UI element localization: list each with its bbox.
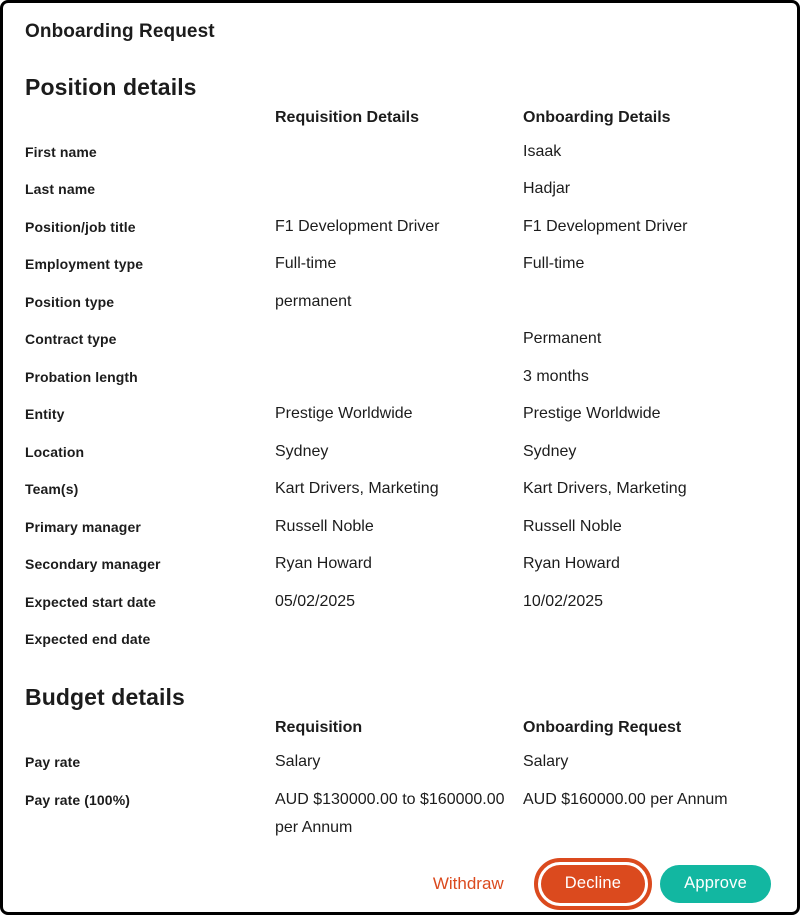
requisition-value: Sydney <box>275 442 329 460</box>
column-header-requisition-details: Requisition Details <box>275 108 420 126</box>
table-row-teams <box>25 471 773 509</box>
onboarding-value: Full-time <box>523 255 585 273</box>
onboarding-value: Hadjar <box>523 180 571 198</box>
requisition-value: Russell Noble <box>275 517 374 535</box>
field-label: Probation length <box>25 368 138 385</box>
table-row-expected-end-date <box>25 621 773 659</box>
field-label: Expected end date <box>25 631 151 648</box>
onboarding-value: Ryan Howard <box>523 555 620 573</box>
field-label: Entity <box>25 406 65 423</box>
budget-column-header-row <box>25 712 773 743</box>
field-label: Contract type <box>25 331 117 348</box>
onboarding-value: F1 Development Driver <box>523 217 688 235</box>
table-row-entity <box>25 396 773 434</box>
field-label: Pay rate (100%) <box>25 791 131 808</box>
onboarding-value: Russell Noble <box>523 517 622 535</box>
field-label: Secondary manager <box>25 556 161 573</box>
requisition-value: 05/02/2025 <box>275 592 356 610</box>
column-header-onboarding-details: Onboarding Details <box>523 108 671 126</box>
table-row-primary-manager <box>25 508 773 546</box>
requisition-value: Prestige Worldwide <box>275 405 413 423</box>
onboarding-value: Permanent <box>523 330 602 348</box>
onboarding-value: Salary <box>523 752 569 770</box>
table-row-position-type <box>25 283 773 321</box>
onboarding-value: Kart Drivers, Marketing <box>523 480 687 498</box>
onboarding-value: Sydney <box>523 442 577 460</box>
field-label: Expected start date <box>25 593 157 610</box>
onboarding-value: 10/02/2025 <box>523 592 604 610</box>
table-row-expected-start-date <box>25 583 773 621</box>
table-row-pay-rate <box>25 743 773 781</box>
onboarding-value: Prestige Worldwide <box>523 405 661 423</box>
onboarding-value: 3 months <box>523 367 589 385</box>
budget-details-heading: Budget details <box>25 684 185 710</box>
requisition-value: permanent <box>275 292 352 310</box>
field-label: Position type <box>25 293 115 310</box>
field-label: Last name <box>25 181 96 198</box>
requisition-value: Full-time <box>275 255 337 273</box>
field-label: First name <box>25 143 97 160</box>
page-title: Onboarding Request <box>25 21 215 42</box>
field-label: Team(s) <box>25 481 79 498</box>
withdraw-button[interactable]: Withdraw <box>432 873 504 893</box>
action-footer <box>25 858 773 910</box>
approve-button[interactable]: Approve <box>660 865 771 903</box>
column-header-requisition: Requisition <box>275 718 363 736</box>
position-column-header-row <box>25 102 773 133</box>
table-row-location <box>25 433 773 471</box>
table-row-employment-type <box>25 246 773 284</box>
requisition-value: Kart Drivers, Marketing <box>275 480 439 498</box>
decline-highlight-ring <box>534 858 652 910</box>
table-row-pay-rate-100 <box>25 781 773 842</box>
table-row-probation-length <box>25 358 773 396</box>
table-row-last-name <box>25 171 773 209</box>
table-row-first-name <box>25 133 773 171</box>
position-details-heading: Position details <box>25 74 197 100</box>
requisition-value: F1 Development Driver <box>275 217 440 235</box>
table-row-position-job-title <box>25 208 773 246</box>
field-label: Position/job title <box>25 218 136 235</box>
field-label: Pay rate <box>25 753 81 770</box>
onboarding-value: Isaak <box>523 142 562 160</box>
field-label: Location <box>25 443 85 460</box>
requisition-value: Salary <box>275 752 321 770</box>
field-label: Employment type <box>25 256 144 273</box>
field-label: Primary manager <box>25 518 141 535</box>
requisition-value: Ryan Howard <box>275 555 372 573</box>
decline-button[interactable]: Decline <box>541 865 645 903</box>
table-row-secondary-manager <box>25 546 773 584</box>
table-row-contract-type <box>25 321 773 359</box>
requisition-value: AUD $130000.00 to $160000.00 per Annum <box>275 790 505 836</box>
onboarding-value: AUD $160000.00 per Annum <box>523 790 728 808</box>
column-header-onboarding-request: Onboarding Request <box>523 718 682 736</box>
